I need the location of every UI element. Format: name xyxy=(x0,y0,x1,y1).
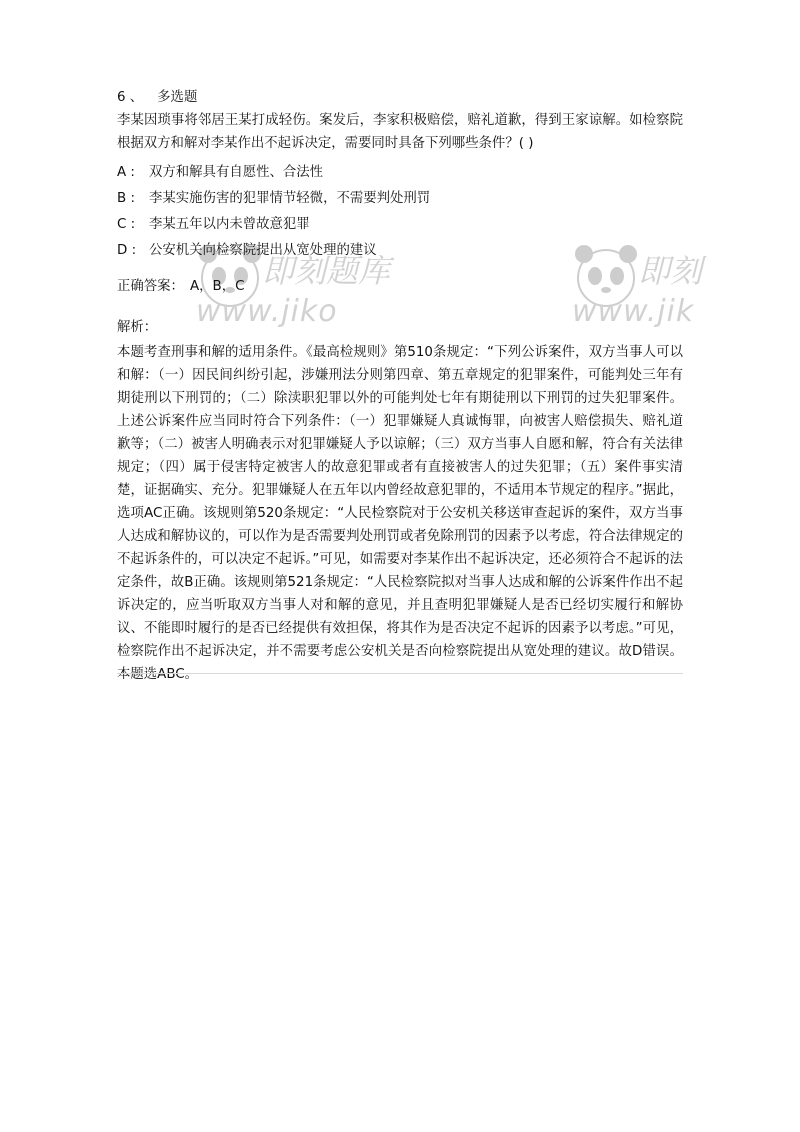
option-text: 双方和解具有自愿性、合法性 xyxy=(149,164,324,180)
option-b xyxy=(117,185,683,211)
option-text: 李某实施伤害的犯罪情节轻微，不需要判处刑罚 xyxy=(149,190,431,206)
analysis-label: 解析： xyxy=(117,320,158,335)
watermark-url-partial: www.jik xyxy=(572,294,695,329)
question-header xyxy=(117,86,683,109)
watermark-url: www.jiko xyxy=(196,294,338,329)
watermark-brand-partial: 即刻 xyxy=(638,252,703,290)
answer-label: 正确答案： xyxy=(117,278,184,294)
option-c xyxy=(117,211,683,237)
option-letter: D : xyxy=(117,242,137,258)
answer-value: A，B，C xyxy=(189,278,245,294)
option-letter: B : xyxy=(117,190,135,206)
section-divider xyxy=(117,673,683,674)
question-block xyxy=(117,86,683,686)
question-type: 多选题 xyxy=(157,90,198,105)
analysis-text: 本题考查刑事和解的适用条件。《最高检规则》第510条规定：“下列公诉案件，双方当事人可以和解：（一）因民间纠纷引起，涉嫌刑法分则第四章、第五章规定的犯罪案件，可能判处三年有期徒刑以下刑罚的；（二）除渎职犯罪以外的可能判处七年有期徒刑以下刑罚的过失犯罪案件。上述公诉案件应当同时符合下列条件：（一）犯罪嫌疑人真诚悔罪，向被害人赔偿损失、赔礼道歉等；（二）被害人明确表示对犯罪嫌疑人予以谅解；（三）双方当事人自愿和解，符合有关法律规定；（四）属于侵害特定被害人的故意犯罪或者有直接被害人的过失犯罪；（五）案件事实清楚，证据确实、充分。犯罪嫌疑人在五年以内曾经故意犯罪的，不适用本节规定的程序。”据此，选项AC正确。该规则第520条规定：“人民检察院对于公安机关移送审查起诉的案件，双方当事人达成和解协议的，可以作为是否需要判处刑罚或者免除刑罚的因素予以考虑，符合法律规定的不起诉条件的，可以决定不起诉。”可见，如需要对李某作出不起诉决定，还必须符合不起诉的法定条件，故B正确。该规则第521条规定：“人民检察院拟对当事人达成和解的公诉案件作出不起诉决定的，应当听取双方当事人对和解的意见，并且查明犯罪嫌疑人是否已经切实履行和解协议、不能即时履行的是否已经提供有效担保，将其作为是否决定不起诉的因素予以考虑。”可见，检察院作出不起诉决定，并不需要考虑公安机关是否向检察院提出从宽处理的建议。故D错误。本题选ABC。 xyxy=(117,345,683,682)
option-letter: C : xyxy=(117,216,136,232)
option-d xyxy=(117,237,683,263)
question-text: 李某因琐事将邻居王某打成轻伤。案发后，李家积极赔偿，赔礼道歉，得到王家谅解。如检察院根据双方和解对李某作出不起诉决定，需要同时具备下列哪些条件？( ) xyxy=(117,113,683,151)
question-number: 6 、 xyxy=(117,90,144,105)
option-list xyxy=(117,159,683,263)
correct-answer xyxy=(117,269,683,303)
option-text: 公安机关向检察院提出从宽处理的建议 xyxy=(149,242,377,258)
option-letter: A : xyxy=(117,164,135,180)
watermark-brand: 即刻题库 xyxy=(262,252,391,290)
option-a xyxy=(117,159,683,185)
option-text: 李某五年以内未曾故意犯罪 xyxy=(149,216,310,232)
